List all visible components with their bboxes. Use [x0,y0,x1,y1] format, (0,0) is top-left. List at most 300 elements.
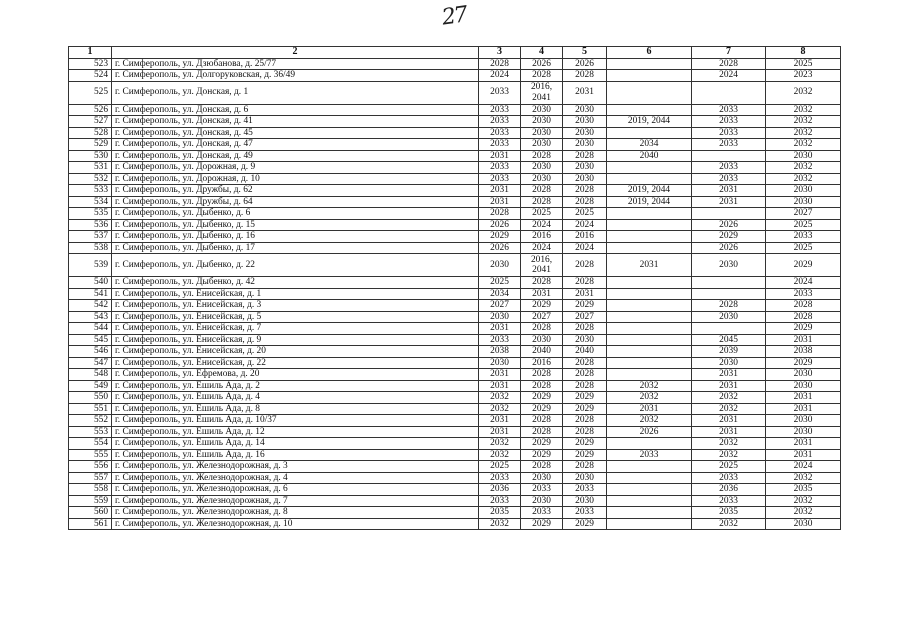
cell-col-3: 2031 [479,426,521,438]
cell-col-6 [607,346,692,358]
cell-col-5: 2028 [563,426,607,438]
table-row [69,380,841,392]
cell-col-8: 2032 [766,81,841,104]
table-row [69,104,841,116]
cell-col-5: 2029 [563,392,607,404]
cell-col-5: 2028 [563,380,607,392]
cell-col-7: 2030 [692,357,766,369]
cell-address: г. Симферополь, ул. Ешиль Ада, д. 14 [112,438,479,450]
cell-col-5: 2028 [563,196,607,208]
cell-col-7: 2045 [692,334,766,346]
header-col-5: 5 [563,47,607,59]
cell-number: 538 [69,242,112,254]
cell-col-3: 2036 [479,484,521,496]
cell-col-6: 2033 [607,449,692,461]
table-row [69,438,841,450]
cell-col-8: 2032 [766,472,841,484]
cell-col-6 [607,58,692,70]
cell-number: 558 [69,484,112,496]
cell-col-5: 2028 [563,150,607,162]
cell-col-3: 2025 [479,461,521,473]
cell-col-6 [607,162,692,174]
cell-col-7: 2029 [692,231,766,243]
cell-col-3: 2029 [479,231,521,243]
cell-col-6 [607,438,692,450]
cell-address: г. Симферополь, ул. Ешиль Ада, д. 16 [112,449,479,461]
header-col-2: 2 [112,47,479,59]
cell-number: 541 [69,288,112,300]
cell-col-6 [607,104,692,116]
cell-col-3: 2033 [479,127,521,139]
cell-address: г. Симферополь, ул. Дыбенко, д. 42 [112,277,479,289]
table-body [69,58,841,530]
cell-col-7 [692,323,766,335]
header-col-7: 7 [692,47,766,59]
cell-number: 533 [69,185,112,197]
cell-col-4: 2025 [521,208,563,220]
cell-col-6 [607,357,692,369]
cell-col-4: 2031 [521,288,563,300]
cell-col-7: 2033 [692,127,766,139]
cell-col-7: 2031 [692,185,766,197]
table-row [69,311,841,323]
cell-col-4: 2028 [521,70,563,82]
cell-col-6 [607,484,692,496]
cell-col-3: 2031 [479,415,521,427]
cell-col-5: 2024 [563,219,607,231]
cell-col-5: 2030 [563,495,607,507]
cell-col-3: 2033 [479,104,521,116]
header-col-1: 1 [69,47,112,59]
cell-number: 556 [69,461,112,473]
cell-col-7: 2033 [692,104,766,116]
cell-col-6 [607,311,692,323]
cell-col-6: 2034 [607,139,692,151]
cell-number: 542 [69,300,112,312]
cell-col-7: 2032 [692,518,766,530]
cell-col-4: 2016 [521,231,563,243]
cell-col-4: 2029 [521,438,563,450]
cell-col-6 [607,173,692,185]
cell-address: г. Симферополь, ул. Железнодорожная, д. 8 [112,507,479,519]
cell-col-7 [692,150,766,162]
cell-col-4: 2016 [521,357,563,369]
table-row [69,70,841,82]
cell-col-4: 2030 [521,116,563,128]
cell-col-5: 2030 [563,139,607,151]
cell-col-3: 2038 [479,346,521,358]
cell-number: 554 [69,438,112,450]
cell-col-8: 2024 [766,277,841,289]
cell-number: 528 [69,127,112,139]
cell-col-4: 2030 [521,104,563,116]
table-row [69,357,841,369]
cell-address: г. Симферополь, ул. Дорожная, д. 9 [112,162,479,174]
cell-col-5: 2030 [563,173,607,185]
table-row [69,116,841,128]
cell-address: г. Симферополь, ул. Дыбенко, д. 6 [112,208,479,220]
table-row [69,81,841,104]
cell-col-5: 2031 [563,288,607,300]
cell-col-6 [607,323,692,335]
cell-col-6 [607,507,692,519]
cell-col-7: 2033 [692,472,766,484]
cell-col-8: 2029 [766,357,841,369]
table-row [69,449,841,461]
cell-col-5: 2031 [563,81,607,104]
table-row [69,369,841,381]
cell-col-3: 2033 [479,472,521,484]
cell-number: 547 [69,357,112,369]
cell-col-5: 2030 [563,334,607,346]
cell-number: 526 [69,104,112,116]
cell-col-5: 2028 [563,70,607,82]
cell-address: г. Симферополь, ул. Дзюбанова, д. 25/77 [112,58,479,70]
cell-col-4: 2040 [521,346,563,358]
cell-col-5: 2016 [563,231,607,243]
cell-col-8: 2025 [766,58,841,70]
cell-col-3: 2028 [479,58,521,70]
cell-col-3: 2032 [479,518,521,530]
cell-col-8: 2023 [766,70,841,82]
cell-col-4: 2029 [521,518,563,530]
cell-col-7: 2031 [692,369,766,381]
cell-col-3: 2025 [479,277,521,289]
cell-number: 535 [69,208,112,220]
table-row [69,346,841,358]
cell-col-8: 2032 [766,127,841,139]
cell-col-8: 2030 [766,380,841,392]
cell-col-7: 2031 [692,415,766,427]
cell-col-5: 2027 [563,311,607,323]
cell-col-3: 2030 [479,357,521,369]
cell-col-7: 2030 [692,254,766,277]
cell-col-4: 2024 [521,219,563,231]
cell-col-5: 2028 [563,461,607,473]
cell-col-6 [607,472,692,484]
cell-col-3: 2030 [479,311,521,323]
cell-col-3: 2024 [479,70,521,82]
cell-address: г. Симферополь, ул. Дружбы, д. 64 [112,196,479,208]
cell-col-6 [607,495,692,507]
table-row [69,231,841,243]
cell-col-3: 2028 [479,208,521,220]
cell-col-7: 2033 [692,139,766,151]
cell-col-6 [607,231,692,243]
cell-col-5: 2030 [563,162,607,174]
cell-col-4: 2028 [521,277,563,289]
cell-col-5: 2029 [563,300,607,312]
cell-col-3: 2031 [479,369,521,381]
cell-address: г. Симферополь, ул. Донская, д. 6 [112,104,479,116]
table-row [69,219,841,231]
cell-number: 527 [69,116,112,128]
cell-col-7: 2030 [692,311,766,323]
cell-col-6 [607,277,692,289]
cell-address: г. Симферополь, ул. Железнодорожная, д. 7 [112,495,479,507]
cell-col-8: 2030 [766,185,841,197]
cell-col-7 [692,208,766,220]
cell-col-3: 2033 [479,162,521,174]
cell-col-5: 2026 [563,58,607,70]
cell-col-5: 2025 [563,208,607,220]
table-row [69,495,841,507]
cell-col-6: 2031 [607,254,692,277]
cell-col-5: 2028 [563,415,607,427]
cell-col-4: 2029 [521,392,563,404]
cell-col-4: 2028 [521,323,563,335]
table-row [69,472,841,484]
cell-address: г. Симферополь, ул. Дыбенко, д. 15 [112,219,479,231]
header-col-4: 4 [521,47,563,59]
cell-col-6 [607,70,692,82]
table-row [69,173,841,185]
cell-col-4: 2030 [521,162,563,174]
cell-col-4: 2030 [521,139,563,151]
cell-col-8: 2035 [766,484,841,496]
cell-col-4: 2029 [521,300,563,312]
cell-number: 545 [69,334,112,346]
cell-col-4: 2030 [521,334,563,346]
table-row [69,127,841,139]
cell-number: 555 [69,449,112,461]
table-row [69,484,841,496]
cell-col-6: 2032 [607,392,692,404]
cell-address: г. Симферополь, ул. Донская, д. 45 [112,127,479,139]
header-col-6: 6 [607,47,692,59]
header-col-8: 8 [766,47,841,59]
cell-address: г. Симферополь, ул. Енисейская, д. 3 [112,300,479,312]
cell-col-8: 2031 [766,449,841,461]
cell-address: г. Симферополь, ул. Донская, д. 41 [112,116,479,128]
cell-col-4: 2028 [521,369,563,381]
cell-col-7: 2028 [692,58,766,70]
cell-col-8: 2038 [766,346,841,358]
cell-col-4: 2029 [521,449,563,461]
cell-col-8: 2030 [766,518,841,530]
cell-number: 524 [69,70,112,82]
cell-col-5: 2028 [563,357,607,369]
cell-col-7: 2031 [692,426,766,438]
cell-col-3: 2031 [479,196,521,208]
table-row [69,334,841,346]
cell-number: 546 [69,346,112,358]
cell-number: 531 [69,162,112,174]
cell-col-6 [607,300,692,312]
cell-col-6 [607,369,692,381]
cell-col-7 [692,277,766,289]
cell-col-3: 2033 [479,139,521,151]
cell-number: 551 [69,403,112,415]
cell-col-8: 2031 [766,403,841,415]
register-table [68,46,841,530]
cell-number: 557 [69,472,112,484]
cell-col-7 [692,81,766,104]
cell-address: г. Симферополь, ул. Енисейская, д. 20 [112,346,479,358]
table-row [69,208,841,220]
cell-col-5: 2028 [563,185,607,197]
cell-col-6: 2019, 2044 [607,185,692,197]
cell-col-5: 2030 [563,127,607,139]
cell-col-8: 2024 [766,461,841,473]
cell-address: г. Симферополь, ул. Енисейская, д. 9 [112,334,479,346]
cell-number: 553 [69,426,112,438]
cell-col-8: 2032 [766,104,841,116]
cell-number: 529 [69,139,112,151]
cell-col-6 [607,461,692,473]
table-row [69,426,841,438]
cell-col-8: 2032 [766,162,841,174]
cell-number: 540 [69,277,112,289]
cell-address: г. Симферополь, ул. Долгоруковская, д. 36/49 [112,70,479,82]
cell-col-3: 2032 [479,392,521,404]
cell-col-6 [607,518,692,530]
cell-col-6: 2032 [607,380,692,392]
cell-col-5: 2029 [563,449,607,461]
cell-col-6: 2019, 2044 [607,116,692,128]
cell-col-8: 2030 [766,150,841,162]
cell-address: г. Симферополь, ул. Железнодорожная, д. 10 [112,518,479,530]
cell-col-5: 2028 [563,369,607,381]
cell-col-4: 2028 [521,426,563,438]
cell-col-5: 2029 [563,438,607,450]
table-row [69,461,841,473]
cell-col-4: 2030 [521,495,563,507]
cell-address: г. Симферополь, ул. Енисейская, д. 22 [112,357,479,369]
cell-col-4: 2027 [521,311,563,323]
cell-col-7: 2032 [692,403,766,415]
cell-col-6 [607,242,692,254]
cell-col-8: 2030 [766,196,841,208]
table-row [69,242,841,254]
cell-col-7: 2036 [692,484,766,496]
cell-address: г. Симферополь, ул. Ешиль Ада, д. 2 [112,380,479,392]
cell-col-6: 2019, 2044 [607,196,692,208]
cell-col-3: 2027 [479,300,521,312]
cell-col-7: 2026 [692,219,766,231]
table-row [69,196,841,208]
cell-col-7 [692,288,766,300]
cell-col-6: 2031 [607,403,692,415]
cell-col-5: 2040 [563,346,607,358]
cell-col-8: 2031 [766,334,841,346]
cell-col-5: 2030 [563,104,607,116]
cell-col-5: 2029 [563,403,607,415]
cell-col-8: 2027 [766,208,841,220]
cell-col-7: 2026 [692,242,766,254]
cell-address: г. Симферополь, ул. Ешиль Ада, д. 12 [112,426,479,438]
cell-col-4: 2030 [521,173,563,185]
cell-number: 552 [69,415,112,427]
table-row [69,58,841,70]
table-row [69,150,841,162]
cell-col-3: 2031 [479,380,521,392]
cell-col-3: 2035 [479,507,521,519]
cell-col-8: 2032 [766,173,841,185]
cell-col-3: 2031 [479,150,521,162]
cell-col-7: 2024 [692,70,766,82]
cell-col-6 [607,219,692,231]
cell-col-4: 2028 [521,380,563,392]
cell-number: 550 [69,392,112,404]
cell-col-8: 2031 [766,438,841,450]
cell-col-3: 2026 [479,219,521,231]
cell-col-4: 2016, 2041 [521,81,563,104]
table-row [69,162,841,174]
cell-col-7: 2039 [692,346,766,358]
cell-address: г. Симферополь, ул. Енисейская, д. 7 [112,323,479,335]
cell-col-8: 2033 [766,288,841,300]
table-row [69,518,841,530]
cell-col-4: 2028 [521,185,563,197]
cell-address: г. Симферополь, ул. Ешиль Ада, д. 10/37 [112,415,479,427]
cell-col-8: 2029 [766,323,841,335]
cell-col-6 [607,127,692,139]
cell-col-8: 2025 [766,219,841,231]
cell-col-4: 2029 [521,403,563,415]
cell-col-5: 2030 [563,472,607,484]
cell-col-7: 2035 [692,507,766,519]
cell-col-5: 2024 [563,242,607,254]
cell-address: г. Симферополь, ул. Дыбенко, д. 22 [112,254,479,277]
table-row [69,254,841,277]
cell-col-6 [607,81,692,104]
cell-col-6: 2040 [607,150,692,162]
cell-number: 525 [69,81,112,104]
cell-number: 523 [69,58,112,70]
cell-address: г. Симферополь, ул. Ешиль Ада, д. 8 [112,403,479,415]
cell-col-7: 2031 [692,380,766,392]
cell-col-3: 2030 [479,254,521,277]
cell-col-5: 2030 [563,116,607,128]
cell-number: 536 [69,219,112,231]
cell-col-8: 2030 [766,426,841,438]
cell-address: г. Симферополь, ул. Енисейская, д. 1 [112,288,479,300]
cell-address: г. Симферополь, ул. Ешиль Ада, д. 4 [112,392,479,404]
header-col-3: 3 [479,47,521,59]
table-row [69,139,841,151]
table-row [69,185,841,197]
cell-col-4: 2016, 2041 [521,254,563,277]
cell-col-3: 2033 [479,173,521,185]
cell-address: г. Симферополь, ул. Дыбенко, д. 17 [112,242,479,254]
cell-col-8: 2031 [766,392,841,404]
table-row [69,277,841,289]
cell-address: г. Симферополь, ул. Енисейская, д. 5 [112,311,479,323]
cell-col-7: 2033 [692,116,766,128]
cell-col-4: 2028 [521,150,563,162]
cell-col-7: 2032 [692,438,766,450]
cell-col-3: 2031 [479,323,521,335]
cell-address: г. Симферополь, ул. Железнодорожная, д. 6 [112,484,479,496]
cell-col-3: 2032 [479,438,521,450]
cell-address: г. Симферополь, ул. Дружбы, д. 62 [112,185,479,197]
cell-col-4: 2026 [521,58,563,70]
cell-address: г. Симферополь, ул. Донская, д. 1 [112,81,479,104]
cell-col-3: 2033 [479,495,521,507]
cell-col-3: 2032 [479,403,521,415]
cell-number: 561 [69,518,112,530]
cell-col-6: 2032 [607,415,692,427]
cell-col-7: 2033 [692,495,766,507]
cell-address: г. Симферополь, ул. Ефремова, д. 20 [112,369,479,381]
cell-number: 544 [69,323,112,335]
cell-col-3: 2033 [479,81,521,104]
table-row [69,415,841,427]
table-row [69,300,841,312]
cell-col-3: 2032 [479,449,521,461]
cell-col-5: 2029 [563,518,607,530]
